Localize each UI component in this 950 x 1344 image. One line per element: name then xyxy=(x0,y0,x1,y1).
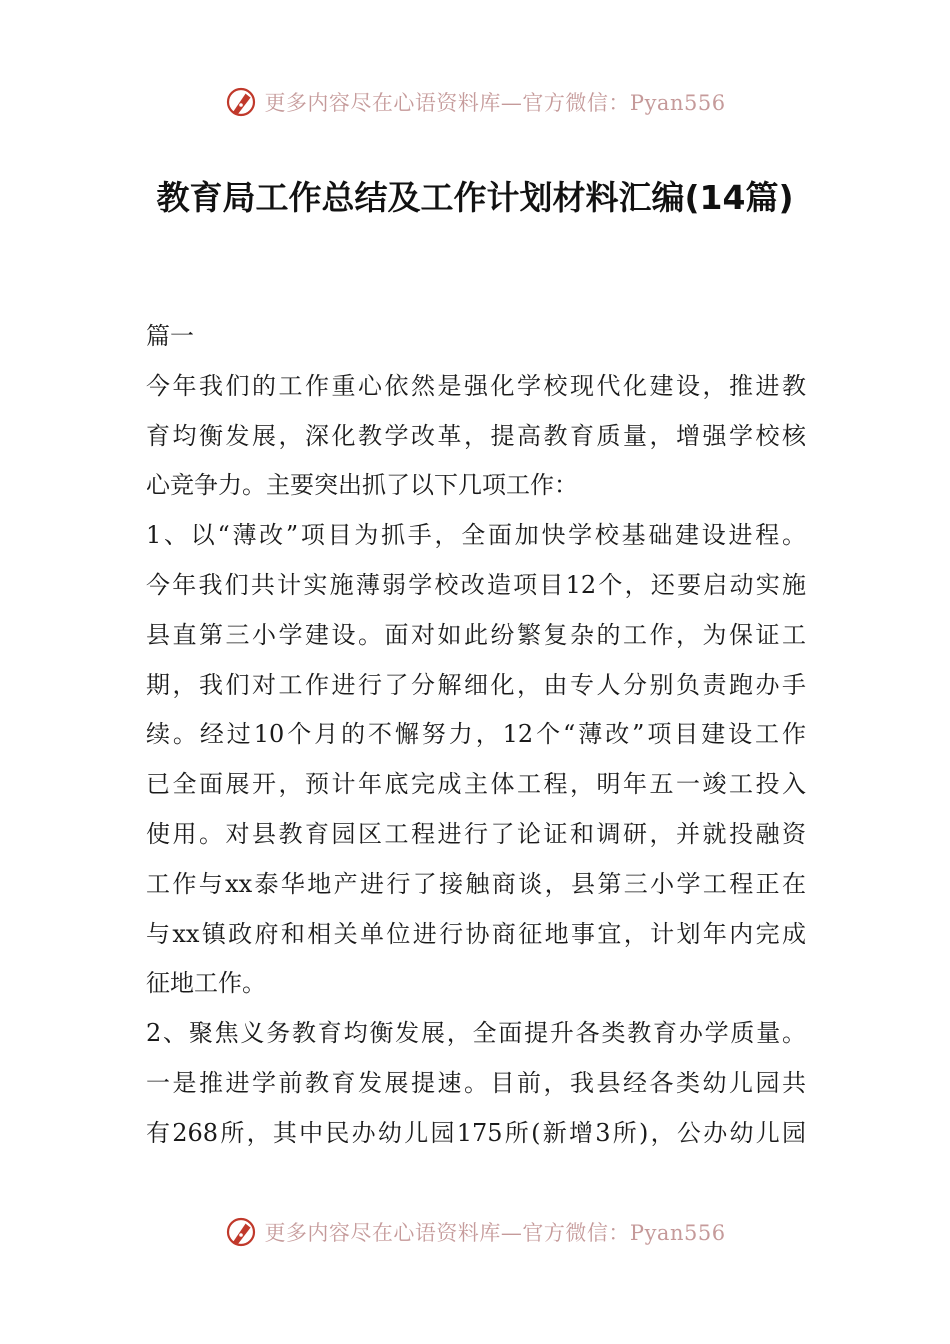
watermark-text: 更多内容尽在心语资料库—官方微信：Pyan556 xyxy=(264,1221,726,1245)
body-text-line: 心竞争力。主要突出抓了以下几项工作： xyxy=(146,471,578,500)
footer-watermark-banner xyxy=(0,1212,950,1252)
body-text-line: 有268所，其中民办幼儿园175所(新增3所)，公办幼儿园 xyxy=(146,1118,806,1147)
body-text-line: 今年我们的工作重心依然是强化学校现代化建设，推进教 xyxy=(146,371,806,400)
body-text-line: 篇一 xyxy=(146,322,194,350)
body-text-line: 1、以“薄改”项目为抓手，全面加快学校基础建设进程。 xyxy=(146,521,806,550)
body-text-line: 2、聚焦义务教育均衡发展，全面提升各类教育办学质量。 xyxy=(146,1019,806,1048)
pen-nib-logo-icon xyxy=(224,84,260,120)
document-title: 教育局工作总结及工作计划材料汇编(14篇) xyxy=(156,178,794,217)
body-text-line: 育均衡发展，深化教学改革，提高教育质量，增强学校核 xyxy=(146,421,806,450)
body-text-line: 期，我们对工作进行了分解细化，由专人分别负责跑办手 xyxy=(146,670,806,699)
watermark-text: 更多内容尽在心语资料库—官方微信：Pyan556 xyxy=(264,91,726,115)
header-watermark-banner xyxy=(0,82,950,122)
body-text-line: 今年我们共计实施薄弱学校改造项目12个，还要启动实施 xyxy=(146,570,806,599)
body-text-line: 续。经过10个月的不懈努力，12个“薄改”项目建设工作 xyxy=(146,720,806,749)
body-text-line: 已全面展开，预计年底完成主体工程，明年五一竣工投入 xyxy=(146,770,806,799)
body-text-line: 与xx镇政府和相关单位进行协商征地事宜，计划年内完成 xyxy=(146,919,806,948)
body-text-line: 征地工作。 xyxy=(146,969,266,998)
body-text-line: 使用。对县教育园区工程进行了论证和调研，并就投融资 xyxy=(146,819,806,848)
document-body xyxy=(146,312,806,1159)
body-text-line: 一是推进学前教育发展提速。目前，我县经各类幼儿园共 xyxy=(146,1068,806,1097)
body-text-line: 县直第三小学建设。面对如此纷繁复杂的工作，为保证工 xyxy=(146,620,806,649)
body-text-line: 工作与xx泰华地产进行了接触商谈，县第三小学工程正在 xyxy=(146,869,806,898)
pen-nib-logo-icon xyxy=(224,1214,260,1250)
